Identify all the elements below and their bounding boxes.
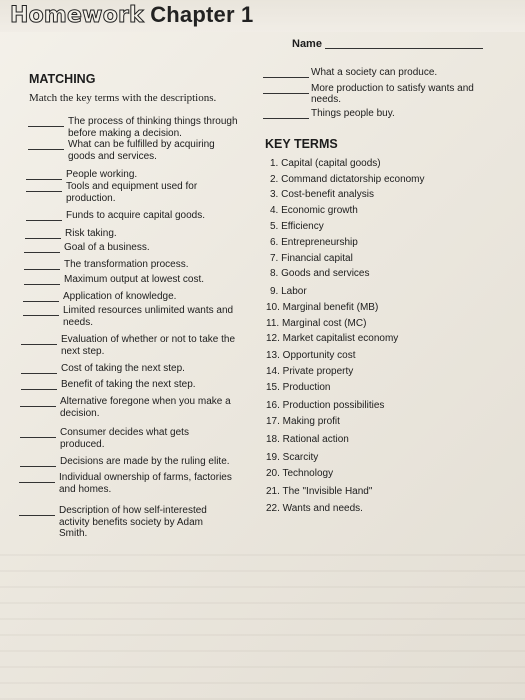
answer-blank[interactable] xyxy=(26,179,62,180)
answer-blank[interactable] xyxy=(21,344,57,345)
description-text: Decisions are made by the ruling elite. xyxy=(60,456,230,467)
key-term-item: 6. Entrepreneurship xyxy=(270,237,358,248)
description-text: Description of how self-interested activity benefits society by Adam Smith. xyxy=(59,505,207,539)
key-term-item: 1. Capital (capital goods) xyxy=(270,158,381,169)
description-text: Risk taking. xyxy=(65,228,117,239)
description-text: Funds to acquire capital goods. xyxy=(66,210,205,221)
description-text: Consumer decides what gets produced. xyxy=(60,427,189,450)
key-term-item: 7. Financial capital xyxy=(270,253,353,264)
answer-blank[interactable] xyxy=(263,118,309,119)
key-term-item: 17. Making profit xyxy=(266,416,340,427)
description-text: The transformation process. xyxy=(64,259,189,270)
key-terms-title: KEY TERMS xyxy=(265,137,338,151)
key-term-item: 19. Scarcity xyxy=(266,452,319,463)
answer-blank[interactable] xyxy=(28,149,64,150)
answer-blank[interactable] xyxy=(21,389,57,390)
name-field-line[interactable] xyxy=(325,48,483,49)
title-homework: Homework xyxy=(10,3,144,28)
key-term-item: 13. Opportunity cost xyxy=(266,350,356,361)
key-term-item: 14. Private property xyxy=(266,366,354,377)
answer-blank[interactable] xyxy=(23,301,59,302)
answer-blank[interactable] xyxy=(263,93,309,94)
answer-blank[interactable] xyxy=(20,406,56,407)
description-text: Benefit of taking the next step. xyxy=(61,379,196,390)
description-text: Application of knowledge. xyxy=(63,291,177,302)
answer-blank[interactable] xyxy=(24,252,60,253)
answer-blank[interactable] xyxy=(20,437,56,438)
key-term-item: 11. Marginal cost (MC) xyxy=(266,318,367,329)
description-text: The process of thinking things through before making a decision. xyxy=(68,116,238,139)
description-text: Tools and equipment used for production. xyxy=(66,181,198,204)
faded-page-text xyxy=(0,540,525,700)
key-term-item: 3. Cost-benefit analysis xyxy=(270,189,374,200)
answer-blank[interactable] xyxy=(20,466,56,467)
answer-blank[interactable] xyxy=(263,77,309,78)
answer-blank[interactable] xyxy=(26,191,62,192)
key-term-item: 22. Wants and needs. xyxy=(266,503,363,514)
answer-blank[interactable] xyxy=(26,220,62,221)
title-chapter: Chapter 1 xyxy=(150,2,254,27)
answer-blank[interactable] xyxy=(21,373,57,374)
key-term-item: 20. Technology xyxy=(266,468,334,479)
key-term-item: 21. The "Invisible Hand" xyxy=(266,486,373,497)
key-term-item: 9. Labor xyxy=(270,286,307,297)
name-label: Name xyxy=(292,38,322,50)
description-text: Maximum output at lowest cost. xyxy=(64,274,205,285)
key-term-item: 18. Rational action xyxy=(266,434,349,445)
page-title xyxy=(10,2,253,28)
answer-blank[interactable] xyxy=(28,126,64,127)
answer-blank[interactable] xyxy=(24,269,60,270)
key-term-item: 5. Efficiency xyxy=(270,221,324,232)
answer-blank[interactable] xyxy=(19,482,55,483)
description-text: Cost of taking the next step. xyxy=(61,363,185,374)
answer-blank[interactable] xyxy=(19,515,55,516)
matching-title: MATCHING xyxy=(29,72,96,86)
description-text: Evaluation of whether or not to take the next step. xyxy=(61,334,235,357)
key-term-item: 12. Market capitalist economy xyxy=(266,333,399,344)
matching-instructions: Match the key terms with the descriptions. xyxy=(29,92,217,104)
key-term-item: 4. Economic growth xyxy=(270,205,358,216)
key-term-item: 15. Production xyxy=(266,382,331,393)
answer-blank[interactable] xyxy=(25,238,61,239)
description-text: What can be fulfilled by acquiring goods and services. xyxy=(68,139,215,162)
key-term-item: 8. Goods and services xyxy=(270,268,370,279)
description-text: Limited resources unlimited wants and needs. xyxy=(63,305,234,328)
description-text: Goal of a business. xyxy=(64,242,150,253)
description-text: Individual ownership of farms, factories and homes. xyxy=(59,472,232,495)
description-text: People working. xyxy=(66,169,138,180)
answer-blank[interactable] xyxy=(24,284,60,285)
key-term-item: 10. Marginal benefit (MB) xyxy=(266,302,379,313)
answer-blank[interactable] xyxy=(23,315,59,316)
description-text: Alternative foregone when you make a decision. xyxy=(60,396,231,419)
key-term-item: 16. Production possibilities xyxy=(266,400,385,411)
key-term-item: 2. Command dictatorship economy xyxy=(270,174,425,185)
